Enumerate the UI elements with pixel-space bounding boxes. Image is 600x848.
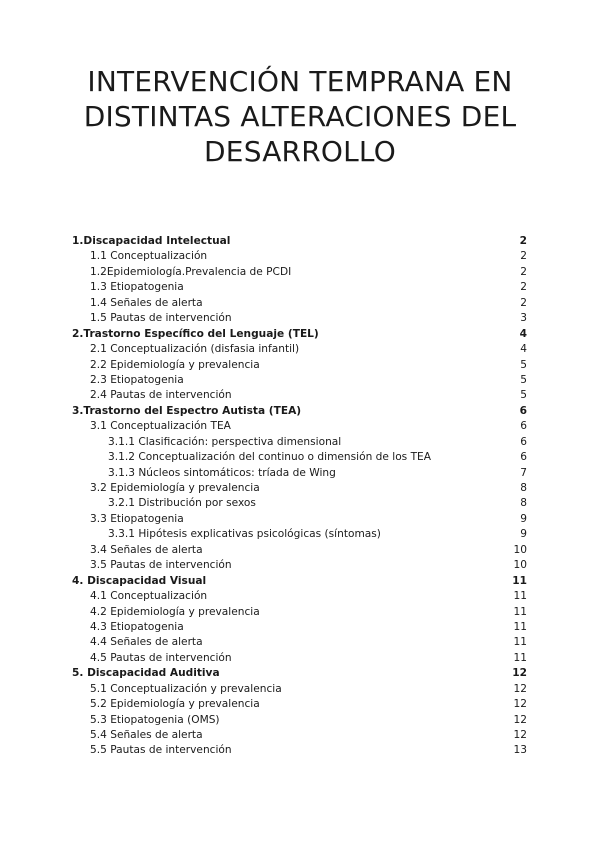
toc-page-number: 10 (513, 543, 527, 556)
toc-subsection[interactable] (72, 743, 527, 758)
toc-entry-label: 3.3 Etiopatogenia (90, 512, 184, 525)
toc-section[interactable] (72, 404, 527, 419)
toc-entry-label: 3.1.1 Clasificación: perspectiva dimensional (108, 435, 342, 448)
toc-subsection[interactable] (72, 543, 527, 558)
toc-page-number: 9 (520, 512, 527, 525)
toc-page-number: 2 (520, 250, 527, 263)
toc-subsection[interactable] (72, 620, 527, 635)
toc-page-number: 3 (520, 312, 527, 325)
toc-page-number: 5 (520, 358, 527, 371)
toc-entry-label: 3.2 Epidemiología y prevalencia (90, 482, 260, 494)
toc-page-number: 11 (513, 590, 527, 603)
toc-entry-label: 2.1 Conceptualización (disfasia infantil) (90, 343, 300, 356)
toc-entry-label: 4.5 Pautas de intervención (90, 651, 232, 664)
toc-page-number: 6 (519, 404, 527, 417)
toc-page-number: 11 (513, 620, 527, 633)
toc-subsection[interactable] (72, 589, 527, 604)
toc-subsection[interactable] (72, 512, 527, 527)
toc-subsection[interactable] (72, 265, 527, 280)
toc-entry-label: 4.4 Señales de alerta (90, 636, 203, 649)
toc-page-number: 12 (513, 713, 527, 726)
toc-page-number: 8 (520, 482, 527, 494)
toc-subsection[interactable] (72, 651, 527, 666)
toc-entry-label: 5.2 Epidemiología y prevalencia (90, 698, 260, 711)
toc-subsection[interactable] (72, 296, 527, 311)
toc-page-number: 7 (520, 466, 527, 479)
toc-section[interactable] (72, 234, 527, 249)
toc-entry-label: 1.4 Señales de alerta (90, 296, 203, 309)
toc-page-number: 2 (520, 296, 527, 309)
toc-subsection[interactable] (72, 373, 527, 388)
toc-subsection[interactable] (72, 635, 527, 650)
toc-subsubsection[interactable] (72, 527, 527, 542)
toc-page-number: 2 (519, 235, 527, 247)
toc-entry-label: 5.3 Etiopatogenia (OMS) (90, 713, 220, 726)
toc-section[interactable] (72, 327, 527, 342)
toc-page-number: 11 (513, 605, 527, 618)
toc-entry-label: 4. Discapacidad Visual (72, 574, 207, 587)
toc-subsection[interactable] (72, 249, 527, 264)
toc-page-number: 8 (520, 497, 527, 510)
toc-subsection[interactable] (72, 280, 527, 295)
toc-page-number: 2 (520, 281, 527, 294)
toc-subsubsection[interactable] (72, 435, 527, 450)
toc-entry-label: 3.1 Conceptualización TEA (90, 420, 231, 433)
toc-page-number: 12 (512, 667, 527, 680)
toc-entry-label: 4.2 Epidemiología y prevalencia (90, 605, 260, 618)
toc-entry-label: 3.Trastorno del Espectro Autista (TEA) (72, 404, 302, 417)
toc-page-number: 10 (513, 559, 527, 572)
toc-page-number: 4 (520, 343, 527, 356)
toc-page-number: 12 (513, 682, 527, 695)
toc-subsubsection[interactable] (72, 496, 527, 511)
toc-subsection[interactable] (72, 713, 527, 728)
toc-entry-label: 1.1 Conceptualización (90, 250, 208, 263)
toc-section[interactable] (72, 666, 527, 681)
toc-entry-label: 3.1.2 Conceptualización del continuo o dimensión de los TEA (108, 451, 431, 464)
document-title: INTERVENCIÓN TEMPRANA EN DISTINTAS ALTERACIONES DEL DESARROLLO (83, 65, 517, 168)
toc-entry-label: 5.5 Pautas de intervención (90, 744, 232, 757)
toc-page-number: 11 (512, 574, 527, 587)
toc-subsection[interactable] (72, 419, 527, 434)
toc-entry-label: 3.2.1 Distribución por sexos (108, 497, 256, 510)
toc-page-number: 9 (520, 528, 527, 541)
toc-subsection[interactable] (72, 481, 527, 496)
toc-page-number: 12 (513, 729, 527, 741)
toc-page-number: 12 (513, 698, 527, 711)
toc-subsection[interactable] (72, 311, 527, 326)
toc-page-number: 11 (513, 636, 527, 649)
toc-entry-label: 3.4 Señales de alerta (90, 543, 203, 556)
toc-page-number: 6 (520, 420, 527, 433)
toc-page-number: 6 (520, 435, 527, 448)
toc-subsection[interactable] (72, 682, 527, 697)
toc-entry-label: 2.4 Pautas de intervención (90, 389, 232, 402)
toc-page-number: 11 (513, 651, 527, 664)
toc-entry-label: 1.2Epidemiología.Prevalencia de PCDI (90, 265, 292, 278)
table-of-contents (72, 234, 527, 759)
toc-subsection[interactable] (72, 558, 527, 573)
toc-page-number: 13 (513, 744, 527, 757)
toc-subsection[interactable] (72, 358, 527, 373)
toc-subsection[interactable] (72, 605, 527, 620)
toc-entry-label: 5.1 Conceptualización y prevalencia (90, 682, 282, 695)
toc-page-number: 2 (520, 265, 527, 278)
toc-section[interactable] (72, 574, 527, 589)
toc-page-number: 4 (519, 327, 527, 340)
toc-subsubsection[interactable] (72, 466, 527, 481)
toc-entry-label: 3.3.1 Hipótesis explicativas psicológicas (síntomas) (108, 528, 381, 541)
toc-entry-label: 2.Trastorno Específico del Lenguaje (TEL) (72, 327, 319, 340)
toc-entry-label: 5.4 Señales de alerta (90, 729, 203, 741)
toc-entry-label: 2.2 Epidemiología y prevalencia (90, 358, 260, 371)
toc-entry-label: 5. Discapacidad Auditiva (72, 667, 220, 680)
toc-subsection[interactable] (72, 728, 527, 743)
toc-subsubsection[interactable] (72, 450, 527, 465)
toc-subsection[interactable] (72, 342, 527, 357)
toc-page-number: 5 (520, 389, 527, 402)
toc-subsection[interactable] (72, 388, 527, 403)
toc-page-number: 6 (520, 451, 527, 464)
toc-entry-label: 2.3 Etiopatogenia (90, 373, 184, 386)
toc-entry-label: 1.5 Pautas de intervención (90, 312, 232, 325)
toc-entry-label: 1.3 Etiopatogenia (90, 281, 184, 294)
toc-entry-label: 1.Discapacidad Intelectual (72, 235, 231, 247)
toc-entry-label: 4.3 Etiopatogenia (90, 620, 184, 633)
toc-entry-label: 3.1.3 Núcleos sintomáticos: tríada de Wing (108, 466, 336, 479)
toc-subsection[interactable] (72, 697, 527, 712)
toc-entry-label: 3.5 Pautas de intervención (90, 559, 232, 572)
toc-page-number: 5 (520, 373, 527, 386)
toc-entry-label: 4.1 Conceptualización (90, 590, 208, 603)
